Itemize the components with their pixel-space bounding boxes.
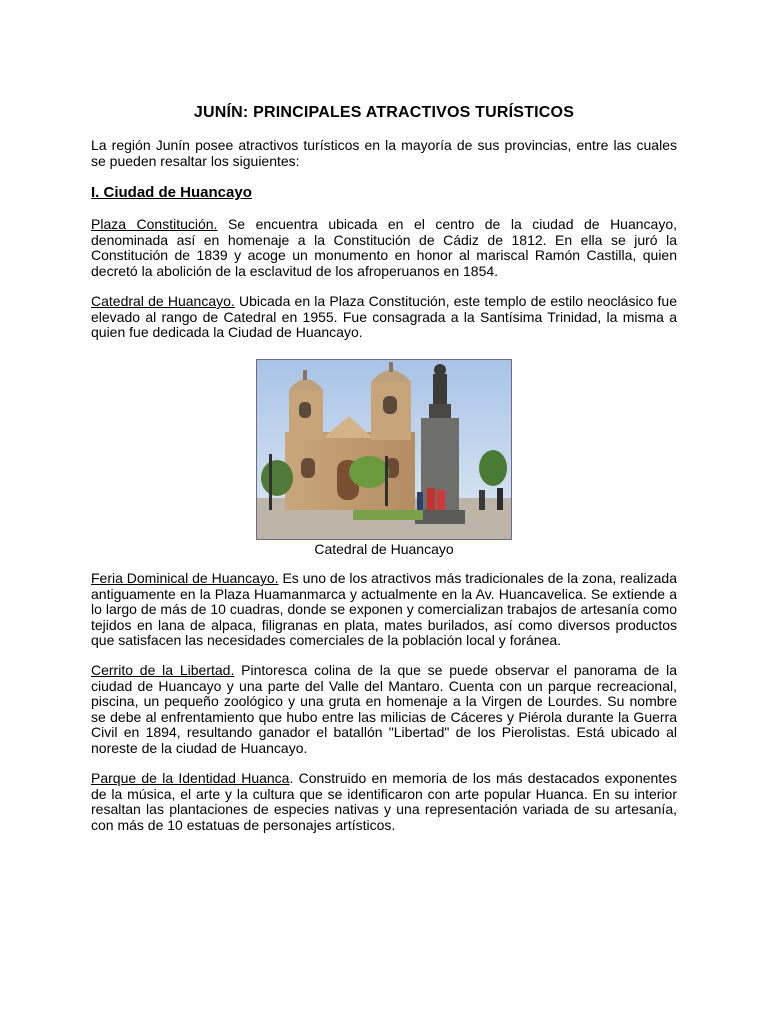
paragraph-term: Feria Dominical de Huancayo.: [91, 570, 279, 586]
paragraph-cerrito-libertad: [91, 663, 677, 757]
paragraph-body: Pintoresca colina de la que se puede observar el panorama de la ciudad de Huancayo y una parte del Valle del Mantaro. Cuenta con un parque recreacional, piscina, un pequeño zoológico y una gruta en homenaje a la Virgen de Lourdes. Su nombre se debe al enfrentamiento que hubo entre las milicias de Cáceres y Piérola durante la Guerra Civil en 1894, resultando ganador el batallón "Libertad" de los Pierolistas. Está ubicado al noreste de la ciudad de Huancayo.: [91, 662, 677, 756]
paragraph-body: Se encuentra ubicada en el centro de la ciudad de Huancayo, denominada así en homenaje a la Constitución de Cádiz de 1812. En ella se juró la Constitución de 1839 y acoge un monumento en honor al mariscal Ramón Castilla, quien decretó la abolición de la esclavitud de los afroperuanos en 1854.: [91, 216, 677, 279]
figure-caption: Catedral de Huancayo: [314, 541, 454, 557]
document-title: JUNÍN: PRINCIPALES ATRACTIVOS TURÍSTICOS: [193, 104, 575, 121]
paragraph-body: Ubicada en la Plaza Constitución, este templo de estilo neoclásico fue elevado al rango de Catedral en 1955. Fue consagrada a la Santísima Trinidad, la misma a quien fue dedicada la Ciudad de Huancayo.: [91, 293, 677, 341]
paragraph-parque-identidad: [91, 771, 677, 833]
paragraph-catedral: [91, 294, 677, 341]
paragraph-feria-dominical: [91, 571, 677, 649]
intro-paragraph: La región Junín posee atractivos turísticos en la mayoría de sus provincias, entre las cuales se pueden resaltar los siguientes:: [91, 137, 677, 169]
paragraph-plaza-constitucion: [91, 217, 677, 279]
paragraph-term: Catedral de Huancayo.: [91, 293, 235, 309]
paragraph-body: . Construido en memoria de los más destacados exponentes de la música, el arte y la cultura que se identificaron con arte popular Huanca. En su interior resaltan las plantaciones de especies nativas y una representación variada de su artesanía, con más de 10 estatuas de personajes artísticos.: [91, 770, 677, 833]
paragraph-term: Cerrito de la Libertad.: [91, 662, 235, 678]
section-heading: I. Ciudad de Huancayo: [91, 184, 252, 201]
cathedral-photo: [256, 359, 512, 540]
paragraph-body: Es uno de los atractivos más tradicionales de la zona, realizada antiguamente en la Plaza Huamanmarca y actualmente en la Av. Huancavelica. Se extiende a lo largo de más de 10 cuadras, donde se exponen y comercializan trabajos de artesanía como tejidos en lana de alpaca, filigranas en plata, mates burilados, así como diversos productos que satisfacen las necesidades comerciales de la población local y foránea.: [91, 570, 677, 649]
paragraph-term: Parque de la Identidad Huanca: [91, 770, 290, 786]
paragraph-term: Plaza Constitución.: [91, 216, 218, 232]
